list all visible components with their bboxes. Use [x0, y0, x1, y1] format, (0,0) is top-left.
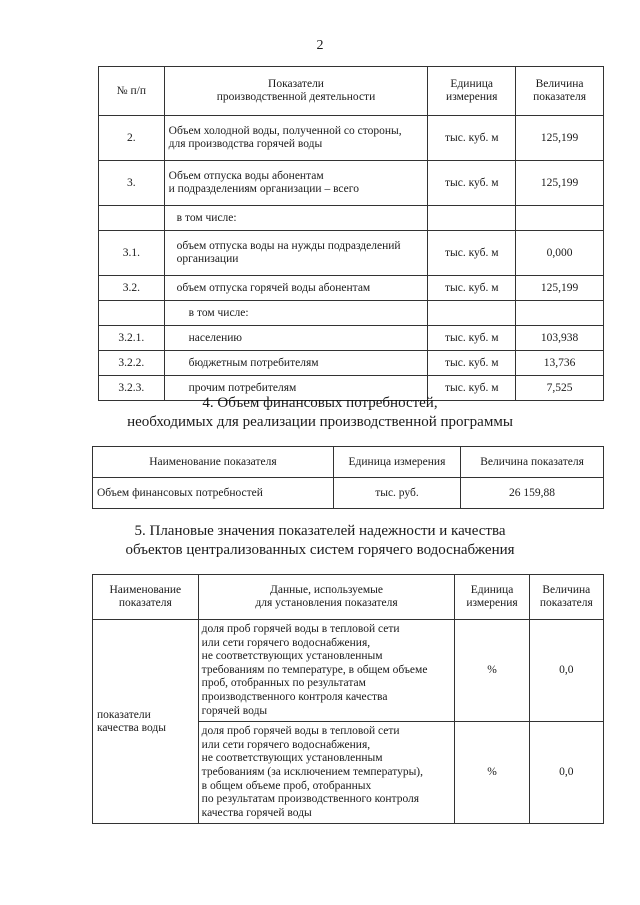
row-unit: %	[455, 620, 529, 722]
header-value	[516, 67, 604, 116]
row-name: объем отпуска горячей воды абонентам	[164, 276, 428, 301]
row-value: 0,000	[516, 231, 604, 276]
row-name-line1: Объем холодной воды, полученной со стороны,	[168, 125, 402, 137]
table-row	[99, 206, 604, 231]
section-5-heading-line2: объектов централизованных систем горячего водоснабжения	[125, 542, 515, 558]
row-num: 3.2.	[99, 276, 165, 301]
row-name: населению	[164, 326, 428, 351]
header-unit-line1: Единица	[470, 584, 514, 596]
desc-line: не соответствующих установленным	[201, 650, 383, 663]
header-name	[93, 575, 199, 620]
header-value-line1: Величина	[535, 78, 584, 90]
header-data-line1: Данные, используемые	[270, 584, 383, 596]
row-name: в том числе:	[164, 301, 428, 326]
row-name	[164, 161, 428, 206]
row-name: бюджетным потребителям	[164, 351, 428, 376]
row-value: 125,199	[516, 276, 604, 301]
row-value: 7,525	[516, 376, 604, 401]
row-value: 0,0	[529, 722, 603, 824]
row-name: прочим потребителям	[164, 376, 428, 401]
section-5-heading-line1: 5. Плановые значения показателей надежности и качества	[134, 523, 506, 539]
row-num: 3.1.	[99, 231, 165, 276]
row-num	[99, 301, 165, 326]
desc-line: проб, отобранных по результатам	[201, 677, 366, 690]
page-number: 2	[316, 38, 324, 53]
row-value: 0,0	[529, 620, 603, 722]
header-value	[529, 575, 603, 620]
header-unit-line2: измерения	[446, 91, 498, 103]
header-unit	[428, 67, 516, 116]
group-label-line1: показатели	[97, 708, 151, 721]
header-data-line2: для установления показателя	[255, 597, 398, 609]
header-data	[198, 575, 455, 620]
section-4-heading-line1: 4. Объем финансовых потребностей,	[202, 395, 438, 411]
row-num: 3.2.1.	[99, 326, 165, 351]
section-5-heading	[0, 522, 640, 560]
row-value: 125,199	[516, 161, 604, 206]
table-row	[93, 620, 604, 722]
row-name: Объем финансовых потребностей	[93, 478, 334, 509]
section-4-heading-line2: необходимых для реализации производственной программы	[127, 414, 513, 430]
desc-line: по результатам производственного контроля	[201, 793, 420, 806]
row-value: 13,736	[516, 351, 604, 376]
row-unit: %	[455, 722, 529, 824]
group-label	[93, 620, 199, 824]
row-value: 125,199	[516, 116, 604, 161]
desc-line: доля проб горячей воды в тепловой сети	[201, 725, 400, 738]
row-name-line2: организации	[176, 253, 239, 265]
header-value-line2: показателя	[533, 91, 587, 103]
header-name-line2: производственной деятельности	[216, 91, 376, 103]
section-4-heading	[0, 394, 640, 432]
header-name-line1: Показатели	[268, 78, 324, 90]
row-description	[198, 722, 455, 824]
row-name	[164, 116, 428, 161]
desc-line: или сети горячего водоснабжения,	[201, 636, 371, 649]
table-row	[99, 231, 604, 276]
table-row	[93, 478, 604, 509]
header-value-line1: Величина	[542, 584, 591, 596]
row-num	[99, 206, 165, 231]
header-name-line2: показателя	[118, 597, 172, 609]
row-unit: тыс. куб. м	[428, 161, 516, 206]
row-unit: тыс. куб. м	[428, 376, 516, 401]
row-value	[516, 301, 604, 326]
financial-needs-table	[92, 446, 604, 509]
table-header-row	[93, 575, 604, 620]
row-name-line2: и подразделениям организации – всего	[168, 183, 359, 195]
row-num: 3.2.3.	[99, 376, 165, 401]
desc-line: доля проб горячей воды в тепловой сети	[201, 623, 400, 635]
row-value: 26 159,88	[461, 478, 604, 509]
desc-line: в общем объеме проб, отобранных	[201, 779, 372, 792]
row-unit: тыс. куб. м	[428, 276, 516, 301]
header-unit	[455, 575, 529, 620]
row-name	[164, 231, 428, 276]
row-name-line1: Объем отпуска воды абонентам	[168, 170, 324, 182]
row-name: в том числе:	[164, 206, 428, 231]
desc-line: требованиям (за исключением температуры),	[201, 765, 423, 778]
row-unit: тыс. руб.	[333, 478, 460, 509]
header-name	[164, 67, 428, 116]
desc-line: горячей воды	[201, 704, 268, 717]
header-name-line1: Наименование	[109, 584, 182, 596]
table-header-row	[99, 67, 604, 116]
row-unit: тыс. куб. м	[428, 116, 516, 161]
header-value-line2: показателя	[539, 597, 593, 609]
row-num: 3.	[99, 161, 165, 206]
row-unit	[428, 206, 516, 231]
row-unit: тыс. куб. м	[428, 326, 516, 351]
row-value	[516, 206, 604, 231]
row-num: 2.	[99, 116, 165, 161]
table-row	[99, 326, 604, 351]
desc-line: качества горячей воды	[201, 806, 312, 819]
row-unit: тыс. куб. м	[428, 231, 516, 276]
desc-line: не соответствующих установленным	[201, 752, 383, 765]
header-name: Наименование показателя	[93, 447, 334, 478]
group-label-line2: качества воды	[97, 721, 166, 734]
desc-line: или сети горячего водоснабжения,	[201, 738, 371, 751]
table-header-row	[93, 447, 604, 478]
table-row	[99, 116, 604, 161]
production-indicators-table	[98, 66, 604, 401]
header-num: № п/п	[99, 67, 165, 116]
row-unit: тыс. куб. м	[428, 351, 516, 376]
row-name-line2: для производства горячей воды	[168, 138, 323, 150]
row-value: 103,938	[516, 326, 604, 351]
row-name-line1: объем отпуска воды на нужды подразделений	[176, 240, 401, 252]
row-unit	[428, 301, 516, 326]
header-unit-line2: измерения	[466, 597, 518, 609]
table-row	[99, 351, 604, 376]
row-description	[198, 620, 455, 722]
table-row	[99, 276, 604, 301]
row-num: 3.2.2.	[99, 351, 165, 376]
table-row	[99, 301, 604, 326]
header-unit: Единица измерения	[333, 447, 460, 478]
desc-line: требованиям по температуре, в общем объеме	[201, 663, 428, 676]
reliability-quality-table	[92, 574, 604, 824]
table-row	[99, 161, 604, 206]
header-unit-line1: Единица	[450, 78, 494, 90]
desc-line: производственного контроля качества	[201, 690, 388, 703]
header-value: Величина показателя	[461, 447, 604, 478]
